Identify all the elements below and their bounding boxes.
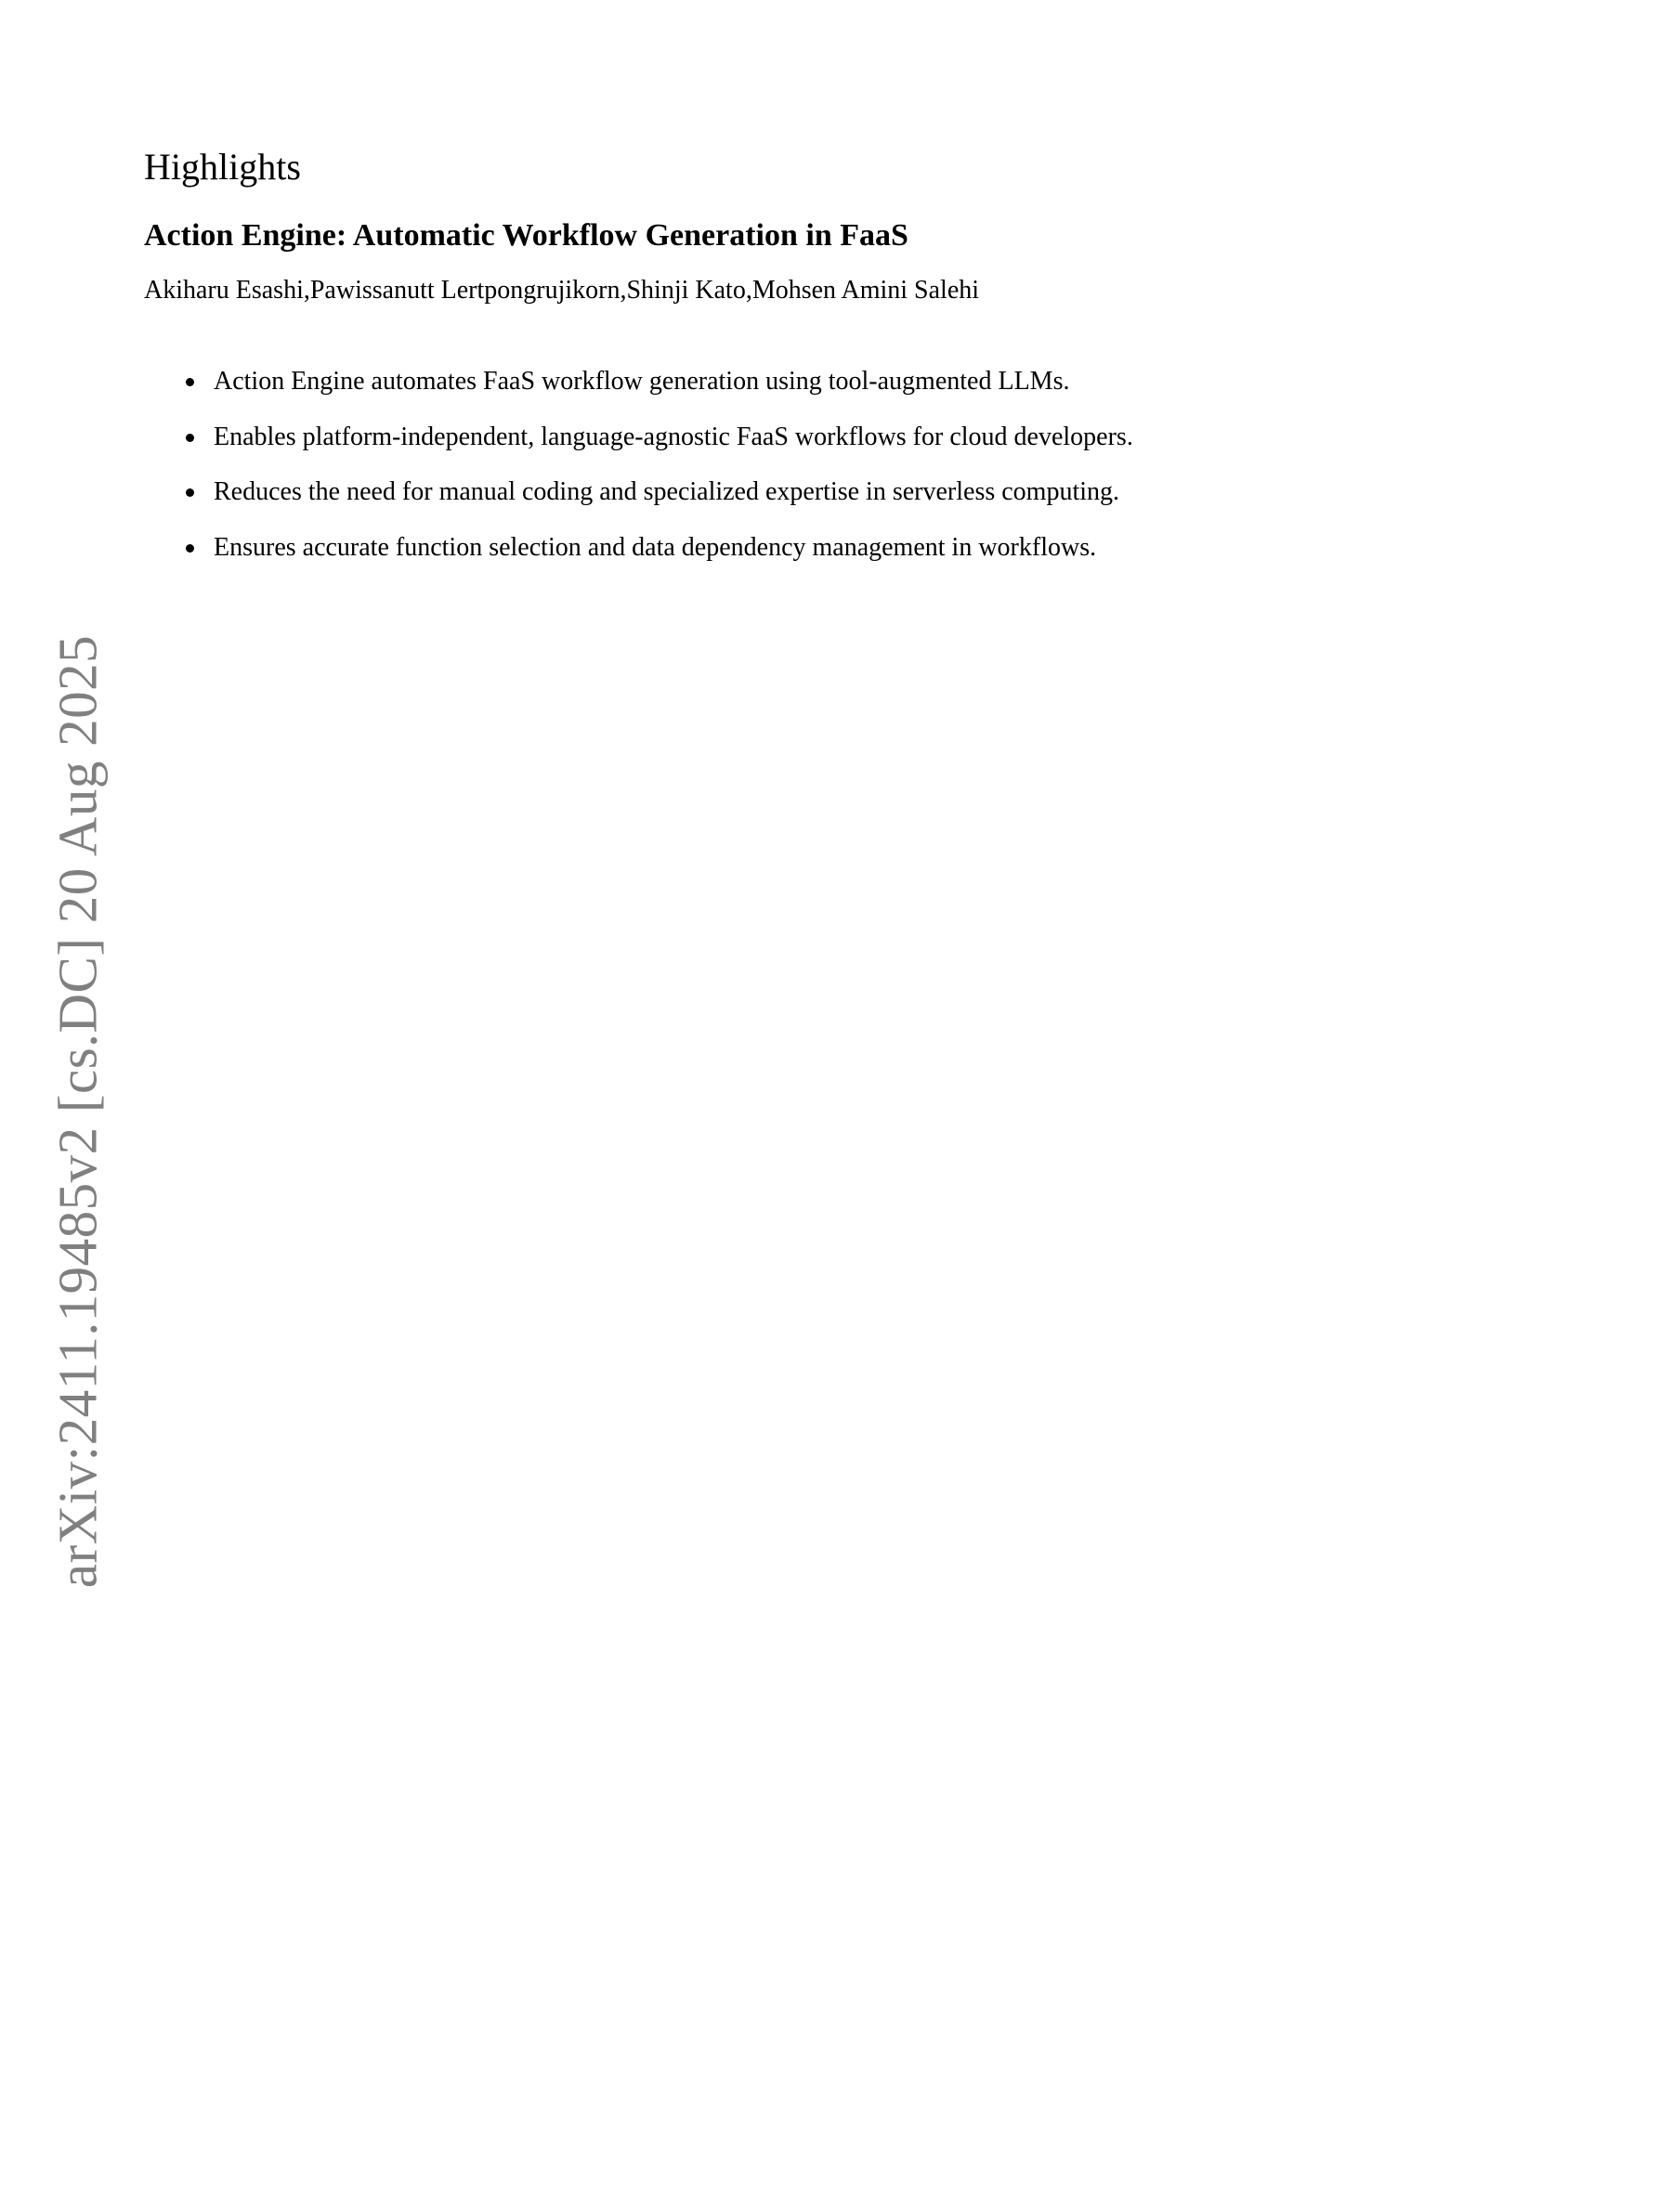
highlight-item [184,532,1133,588]
highlight-text: Ensures accurate function selection and data dependency management in workflows. [214,532,1097,562]
bullet-icon [186,434,194,442]
highlight-text: Enables platform-independent, language-agnostic FaaS workflows for cloud developers. [214,422,1133,451]
highlight-item [184,476,1133,532]
highlights-list [184,366,1133,587]
arxiv-identifier-stamp: arXiv:2411.19485v2 [cs.DC] 20 Aug 2025 [46,634,109,1589]
highlight-text: Reduces the need for manual coding and specialized expertise in serverless computing. [214,477,1119,506]
highlights-heading: Highlights [144,146,301,188]
bullet-icon [186,544,194,553]
bullet-icon [186,378,194,386]
highlight-item [184,422,1133,477]
highlight-text: Action Engine automates FaaS workflow generation using tool-augmented LLMs. [214,367,1070,396]
bullet-icon [186,488,194,497]
paper-title: Action Engine: Automatic Workflow Generation in FaaS [144,218,908,253]
highlight-item [184,366,1133,422]
author-list: Akiharu Esashi,Pawissanutt Lertpongrujikorn,Shinji Kato,Mohsen Amini Salehi [144,276,980,305]
